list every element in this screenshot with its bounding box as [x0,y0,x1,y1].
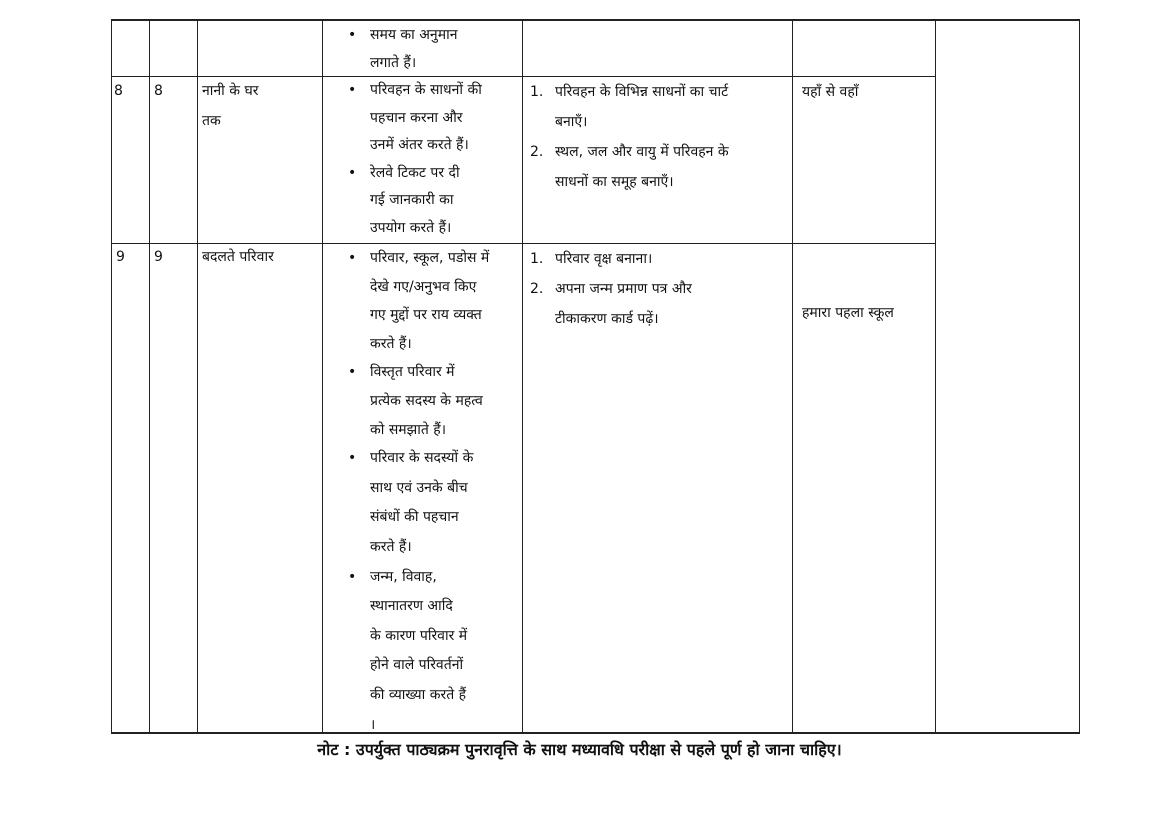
col-divider [935,19,936,734]
outcome-line: होने वाले परिवर्तनों [370,657,464,674]
bullet-icon: • [348,568,357,585]
remark-cell: यहाँ से वहाँ [802,84,859,100]
outcome-line: प्रत्येक सदस्य के महत्व [370,392,483,409]
outcome-line: करते हैं। [370,335,412,352]
activity-line: साधनों का समूह बनाएँ। [555,174,674,190]
col-divider [111,19,112,734]
list-number: 2. [530,144,544,160]
list-item [348,444,489,562]
chapter-title-line: बदलते परिवार [202,249,274,265]
outcome-line: देखे गए/अनुभव किए [370,278,477,295]
activity-line: स्थल, जल और वायु में परिवहन के [555,144,729,160]
month-cell: 9 [116,249,125,265]
activity-line: परिवहन के विभिन्न साधनों का चार्ट [555,84,729,100]
outcome-line: संबंधों की पहचान [370,509,459,526]
table-border-right [1079,19,1080,734]
list-number: 1. [530,251,544,267]
chapter-number-cell: 9 [154,249,163,265]
outcome-line: उनमें अंतर करते हैं। [370,137,469,153]
list-item [348,77,482,160]
outcome-line: को समझाते हैं। [370,421,447,438]
list-item [348,22,458,77]
activity-line: अपना जन्म प्रमाण पत्र और [555,281,692,297]
chapter-title-line: नानी के घर [202,83,259,99]
outcome-line: के कारण परिवार में [370,627,468,644]
outcome-line: परिवार के सदस्यों के [370,450,474,467]
list-item [348,358,489,444]
activity-list [530,244,692,334]
list-item [348,244,490,358]
footer-note: नोट : उपर्युक्त पाठ्यक्रम पुनरावृत्ति के साथ मध्यावधि परीक्षा से पहले पूर्ण हो जाना चाहिए। [317,740,842,759]
outcome-line: गई जानकारी का [370,192,454,208]
bullet-icon: • [348,364,357,381]
outcome-line: पहचान करना और [370,109,463,126]
activity-line: बनाएँ। [555,114,588,130]
list-item [530,274,692,334]
col-divider [322,19,323,734]
remark-cell: हमारा पहला स्कूल [802,305,894,321]
list-item [530,77,729,137]
bullet-icon: • [348,450,357,467]
activity-list [530,77,729,197]
outcome-list [348,77,482,242]
col-divider [792,19,793,734]
bullet-icon: • [348,250,357,266]
outcome-line: साथ एवं उनके बीच [370,479,468,496]
outcome-line: लगाते हैं। [370,54,417,71]
outcome-line: । [370,716,376,733]
outcome-line: रेलवे टिकट पर दी [370,164,460,181]
activity-line: परिवार वृक्ष बनाना। [555,251,653,267]
outcome-line: परिवहन के साधनों की [370,82,482,98]
list-item [348,563,489,741]
list-item [530,137,729,197]
bullet-icon: • [348,164,357,181]
list-item [348,160,482,243]
chapter-title-line: तक [202,112,221,129]
month-cell: 8 [114,83,123,99]
activity-line: टीकाकरण कार्ड पढ़ें। [555,311,659,327]
col-divider [197,19,198,734]
outcome-list [348,244,490,740]
outcome-line: स्थानातरण आदि [370,598,453,615]
list-item [530,244,692,274]
list-number: 1. [530,84,544,100]
bullet-icon: • [348,82,357,98]
outcome-line: की व्याख्या करते हैं [370,686,467,703]
chapter-title-cell [202,77,258,136]
outcome-line: करते हैं। [370,538,412,555]
outcome-line: समय का अनुमान [370,27,458,43]
bullet-icon: • [348,27,357,43]
outcome-line: परिवार, स्कूल, पडोस में [370,250,490,266]
outcome-list [348,22,458,77]
col-divider [149,19,150,734]
outcome-line: जन्म, विवाह, [370,568,437,585]
list-number: 2. [530,281,544,297]
chapter-title-cell [202,243,274,273]
outcome-line: उपयोग करते हैं। [370,219,452,236]
outcome-line: विस्तृत परिवार में [370,364,455,381]
chapter-number-cell: 8 [154,83,163,99]
outcome-line: गए मुद्दों पर राय व्यक्त [370,307,482,324]
col-divider [522,19,523,734]
